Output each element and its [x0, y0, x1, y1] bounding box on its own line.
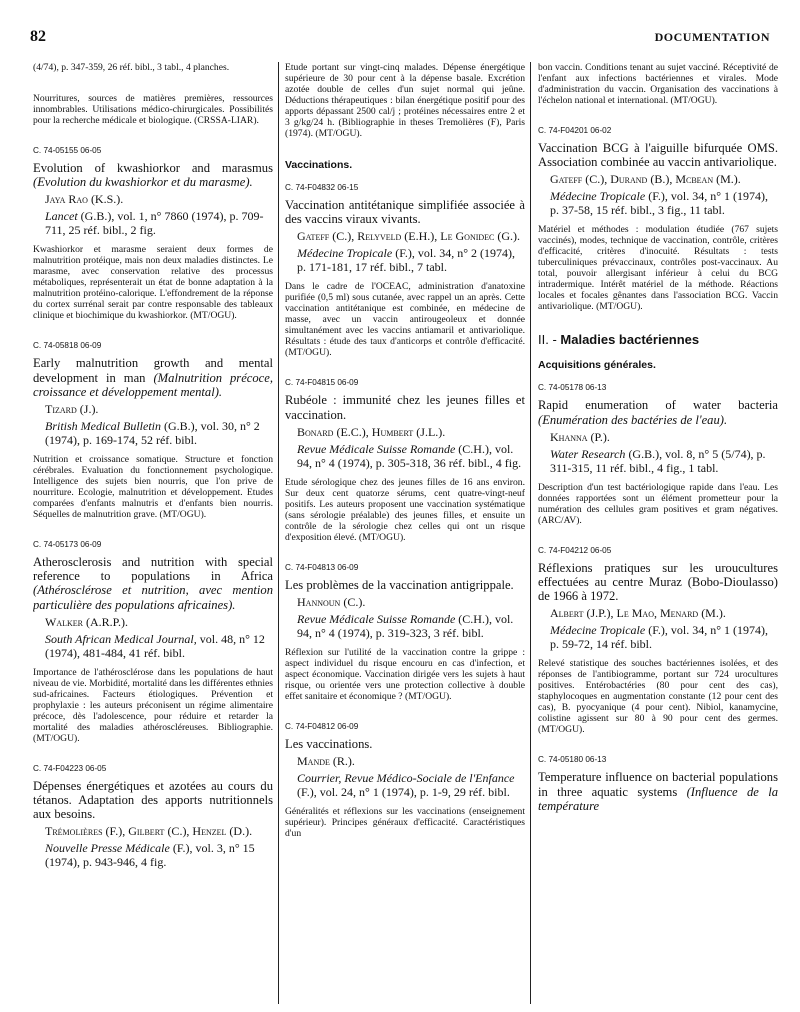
journal-name: Nouvelle Presse Médicale — [45, 841, 170, 856]
bibliography-entry — [538, 383, 778, 525]
chapter-number: II. - — [538, 332, 557, 348]
entry-code: C. 74-F04212 06-05 — [538, 545, 612, 555]
entry-title-text: Early malnutrition growth and mental development in man — [33, 356, 273, 385]
bibliography-entry — [33, 540, 273, 744]
entry-code: C. 74-F04812 06-09 — [285, 722, 359, 732]
entry-title-text: Vaccination BCG à l'aiguille bifurquée OMS. Association combinée au vaccin antivariolique. — [538, 141, 778, 170]
chapter-title: Maladies bactériennes — [560, 332, 700, 348]
entry-title-text: Dépenses énergétiques et azotées au cours du tétanos. Adaptation des apports nutritionnels aux besoins. — [33, 778, 273, 822]
bibliography-entry — [33, 764, 273, 870]
entry-authors: Gateff (C.), Durand (B.), Mcbean (M.). — [550, 172, 741, 187]
entry-authors: Mande (R.). — [297, 754, 355, 769]
bibliography-entry — [285, 722, 525, 839]
journal-name: Revue Médicale Suisse Romande — [297, 441, 456, 456]
entry-code: C. 74-F04815 06-09 — [285, 378, 359, 388]
bibliography-entry — [285, 183, 525, 358]
entry-title — [538, 561, 778, 604]
page-number: 82 — [30, 28, 46, 45]
entry-source — [33, 841, 273, 869]
entry-code: C. 74-05178 06-13 — [538, 383, 607, 393]
entry-title-text: Les vaccinations. — [285, 737, 373, 752]
column-1 — [33, 62, 273, 876]
abstract-text: Réflexion sur l'utilité de la vaccination contre la grippe : aspect individuel du risque encouru en cas d'infection, et aspect économique. Vaccination dirigée vers les sujets à haut risque, ou orientée vers une protection collective à double effet sanitaire et économique ? (MT/OGU). — [285, 647, 525, 703]
entry-title-translation: (Athérosclérose et nutrition, avec mention particulière des populations africaines). — [33, 583, 273, 612]
entry-authors: Tizard (J.). — [45, 402, 99, 417]
entry-title — [33, 161, 273, 189]
journal-name: Water Research — [550, 446, 626, 461]
bibliography-entry — [285, 563, 525, 702]
bibliography-entry — [538, 755, 778, 813]
abstract-text: (4/74), p. 347-359, 26 réf. bibl., 3 tabl., 4 planches. — [33, 62, 230, 73]
entry-source — [33, 632, 273, 660]
entry-authors: Albert (J.P.), Le Mao, Menard (M.). — [550, 606, 726, 621]
entry-code: C. 74-F04223 06-05 — [33, 763, 107, 773]
entry-title — [538, 770, 778, 813]
entry-title — [33, 356, 273, 399]
entry-code: C. 74-05173 06-09 — [33, 540, 102, 550]
source-details: (F.), vol. 3, n° 15 (1974), p. 943-946, 4 fig. — [45, 841, 255, 870]
source-details: (F.), vol. 24, n° 1 (1974), p. 1-9, 29 réf. bibl. — [297, 785, 510, 800]
journal-name: Médecine Tropicale — [550, 623, 646, 638]
entry-title — [285, 737, 525, 751]
entry-code: C. 74-05818 06-09 — [33, 341, 102, 351]
journal-name: British Medical Bulletin — [45, 419, 161, 434]
source-details: (F.), vol. 34, n° 2 (1974), p. 171-181, 17 réf. bibl., 7 tabl. — [297, 246, 516, 275]
section-heading: Vaccinations. — [285, 159, 353, 171]
entry-title-text: Rapid enumeration of water bacteria — [538, 398, 778, 413]
source-details: (C.H.), vol. 94, n° 4 (1974), p. 319-323, 3 réf. bibl. — [297, 612, 514, 641]
abstract-text: bon vaccin. Conditions tenant au sujet vacciné. Réceptivité de l'enfant aux infections bactériennes et virales. Mode d'administration du vaccin. Organisation des vaccinations à l'échelon national et international. (MT/OGU). — [538, 62, 778, 106]
entry-title-text: Vaccination antitétanique simplifiée associée à des vaccins viraux vivants. — [285, 198, 525, 227]
entry-authors: Jaya Rao (K.S.). — [45, 192, 124, 207]
journal-name: Médecine Tropicale — [550, 189, 646, 204]
abstract-text: Kwashiorkor et marasme seraient deux formes de malnutrition protéique, mais non deux maladies distinctes. Le marasme, avec conservation relative des processus métaboliques, représenterait un état de bonne adaptation à la malnutrition protéino-calorique. L'effondrement de la réponse du cortex surrénal serait par contre responsable des tableaux clinique et biochimique du kwashiorkor. (MT/OGU). — [33, 244, 273, 322]
bibliography-entry — [285, 378, 525, 542]
journal-name: Lancet — [45, 209, 78, 224]
entry-title-translation: (Influence de la température — [538, 784, 778, 813]
journal-name: South African Medical Journal, — [45, 631, 197, 646]
entry-authors: Bonard (E.C.), Humbert (J.L.). — [297, 424, 446, 439]
entry-title-text: Rubéole : immunité chez les jeunes filles et vaccination. — [285, 393, 525, 422]
entry-source — [285, 246, 525, 274]
bibliography-entry — [33, 341, 273, 520]
entry-authors: Trémolières (F.), Gilbert (C.), Henzel (D.). — [45, 824, 253, 839]
source-details: (G.B.), vol. 8, n° 5 (5/74), p. 311-315, 11 réf. bibl., 4 fig., 1 tabl. — [550, 446, 766, 475]
column-2 — [285, 62, 525, 859]
entry-code: C. 74-F04813 06-09 — [285, 562, 359, 572]
abstract-text: Généralités et réflexions sur les vaccinations (enseignement supérieur). Principes généraux d'efficacité. Caractéristiques d'un — [285, 806, 525, 840]
source-details: (G.B.), vol. 30, n° 2 (1974), p. 169-174, 52 réf. bibl. — [45, 419, 260, 448]
abstract-text: Relevé statistique des souches bactériennes isolées, et des réponses de l'antibiogramme, portant sur 724 urocultures positives. Entérobactéries (80 pour cent des cas), staphylocoques en augmentation constante (12 pour cent des cas), B. pyocyanique (4 pour cent). Nibiol, kanamycine, colistine agissent sur 80 à 90 pour cent des germes. (MT/OGU). — [538, 658, 778, 736]
abstract-text: Nutrition et croissance somatique. Structure et fonction cérébrales. Evaluation du fonctionnement psychologique. Intelligence des sujets bien nourris, que l'on prive de nourriture. Ecologie, malnutrition et développement. Etudes comparées d'enfants malnutris et d'enfants bien nourris. Séquelles de malnutrition grave. (MT/OGU). — [33, 454, 273, 521]
entry-source — [33, 419, 273, 447]
journal-name: Courrier, Revue Médico-Sociale de l'Enfance — [297, 771, 515, 786]
source-details: (G.B.), vol. 1, n° 7860 (1974), p. 709-711, 25 réf. bibl., 2 fig. — [45, 209, 264, 238]
entry-source — [285, 612, 525, 640]
entry-source — [285, 442, 525, 470]
entry-code: C. 74-F04201 06-02 — [538, 126, 612, 135]
abstract-text: Etude portant sur vingt-cinq malades. Dépense énergétique supérieure de 30 pour cent à la dépense basale. Excrétion azotée double de celles d'un sujet normal qui jeûne. Déductions thérapeutiques : bilan énergétique positif pour des apports dépassant 2500 cal/j ; protéines nécessaires entre 2 et 3 g/kg/24 h. (Bibliographie in theses Tremolières (F), Paris (1974). (MT/OGU). — [285, 62, 525, 139]
bibliography-entry — [538, 126, 778, 312]
entry-title — [33, 555, 273, 612]
entry-source — [538, 623, 778, 651]
entry-title-translation: (Evolution du kwashiorkor et du marasme). — [33, 175, 253, 190]
source-details: (C.H.), vol. 94, n° 4 (1974), p. 305-318, 36 réf. bibl., 4 fig. — [297, 441, 522, 470]
journal-name: Revue Médicale Suisse Romande — [297, 612, 456, 627]
entry-authors: Walker (A.R.P.). — [45, 614, 128, 629]
bibliography-entry — [33, 146, 273, 321]
entry-title-translation: (Malnutrition précoce, croissance et développement mental). — [33, 370, 273, 399]
entry-title-text: Temperature influence on bacterial populations in three aquatic systems — [538, 770, 778, 799]
source-details: (F.), vol. 34, n° 1 (1974), p. 59-72, 14 réf. bibl. — [550, 623, 769, 652]
entry-authors: Gateff (C.), Relyveld (E.H.), Le Gonidec (G.). — [297, 229, 521, 244]
abstract-text: Importance de l'athérosclérose dans les populations de haut niveau de vie. Morbidité, mortalité dans les différentes ethnies sud-africaines. Facteurs étiologiques. Prévention et prophylaxie : les auteurs préconisent un régime alimentaire précoce, dès l'adolescence, pour réduire et retarder la mortalité des maladies athéroscléreuses. Bibliographie. (MT/OGU). — [33, 666, 273, 744]
entry-source — [285, 771, 525, 799]
entry-title — [33, 779, 273, 822]
entry-title-translation: (Enumération des bactéries de l'eau). — [538, 412, 728, 427]
journal-name: Médecine Tropicale — [297, 246, 393, 261]
abstract-text: Nourritures, sources de matières premières, ressources innombrables. Utilisations médico-chirurgicales. Possibilités pour la recherche médicale et biologique. (CRSSA-LIAR). — [33, 93, 273, 126]
entry-code: C. 74-05180 06-13 — [538, 755, 607, 765]
entry-title-text: Réflexions pratiques sur les uroucultures effectuées au centre Muraz (Bobo-Dioulasso) de 1966 à 1972. — [538, 560, 778, 604]
entry-title-text: Atherosclerosis and nutrition with special reference to populations in Africa — [33, 555, 273, 584]
entry-title-text: Les problèmes de la vaccination antigrippale. — [285, 577, 514, 592]
column-3 — [538, 62, 778, 816]
abstract-text: Description d'un test bactériologique rapide dans l'eau. Les données rapportées sont un élément prometteur pour la numération des cellules gram positives et gram négatives. (ARC/AV). — [538, 481, 778, 526]
abstract-text: Dans le cadre de l'OCEAC, administration d'anatoxine purifiée (0,5 ml) sous cutanée, avec rappel un an après. Cette vaccination antitétanique est combinée, en médecine de masse, avec un vaccin antirougeoleux et donnée simultanément avec les vaccins antiamaril et antivariolique. Résultats : étude des taux d'anticorps et contrôle d'efficacité. (MT/OGU). — [285, 281, 525, 359]
entry-source — [538, 189, 778, 217]
page-header — [30, 28, 770, 48]
entry-code: C. 74-05155 06-05 — [33, 146, 102, 155]
entry-title — [538, 398, 778, 426]
entry-code: C. 74-F04832 06-15 — [285, 183, 359, 192]
source-details: (F.), vol. 34, n° 1 (1974), p. 37-58, 15 réf. bibl., 3 fig., 11 tabl. — [550, 189, 769, 218]
entry-title-text: Evolution of kwashiorkor and marasmus — [33, 161, 273, 175]
abstract-text: Matériel et méthodes : modulation étudiée (767 sujets vaccinés), modes, technique de vaccination, contrôle, critères d'efficacité, critères d'inocuité. Résultats : tests tuberculiniques prévaccinaux, contrôles post-vaccinaux. Au total, pouvoir allergisant inférieur à celui du BCG intradermique. Intérêt matériel de la méthode. Réactions locales et focales gênantes dans l'association BCG. Vaccin antivariolique. (MT/OGU). — [538, 224, 778, 313]
column-rule — [530, 62, 531, 1004]
entry-authors: Hannoun (C.). — [297, 595, 366, 610]
entry-source — [538, 447, 778, 475]
bibliography-entry — [538, 546, 778, 736]
section-heading: Acquisitions générales. — [538, 359, 656, 372]
entry-title — [285, 198, 525, 226]
section-title: DOCUMENTATION — [654, 30, 770, 44]
column-rule — [278, 62, 279, 1004]
chapter-heading — [538, 332, 778, 347]
entry-authors: Khanna (P.). — [550, 429, 610, 444]
entry-title — [538, 141, 778, 169]
source-details: vol. 48, n° 12 (1974), 481-484, 41 réf. bibl. — [45, 631, 265, 660]
abstract-text: Etude sérologique chez des jeunes filles de 16 ans environ. Sur deux cent quatorze sérums, cent quatre-vingt-neuf positifs. Les auteurs proposent une vaccination systématique (sans sérologie préalable) des jeunes filles, et ensuite un contrôle de la sérologie chez celles qui ont un risque d'exposition élevé. (MT/OGU). — [285, 476, 525, 543]
entry-title — [285, 578, 525, 592]
entry-source — [33, 209, 273, 237]
entry-title — [285, 393, 525, 421]
